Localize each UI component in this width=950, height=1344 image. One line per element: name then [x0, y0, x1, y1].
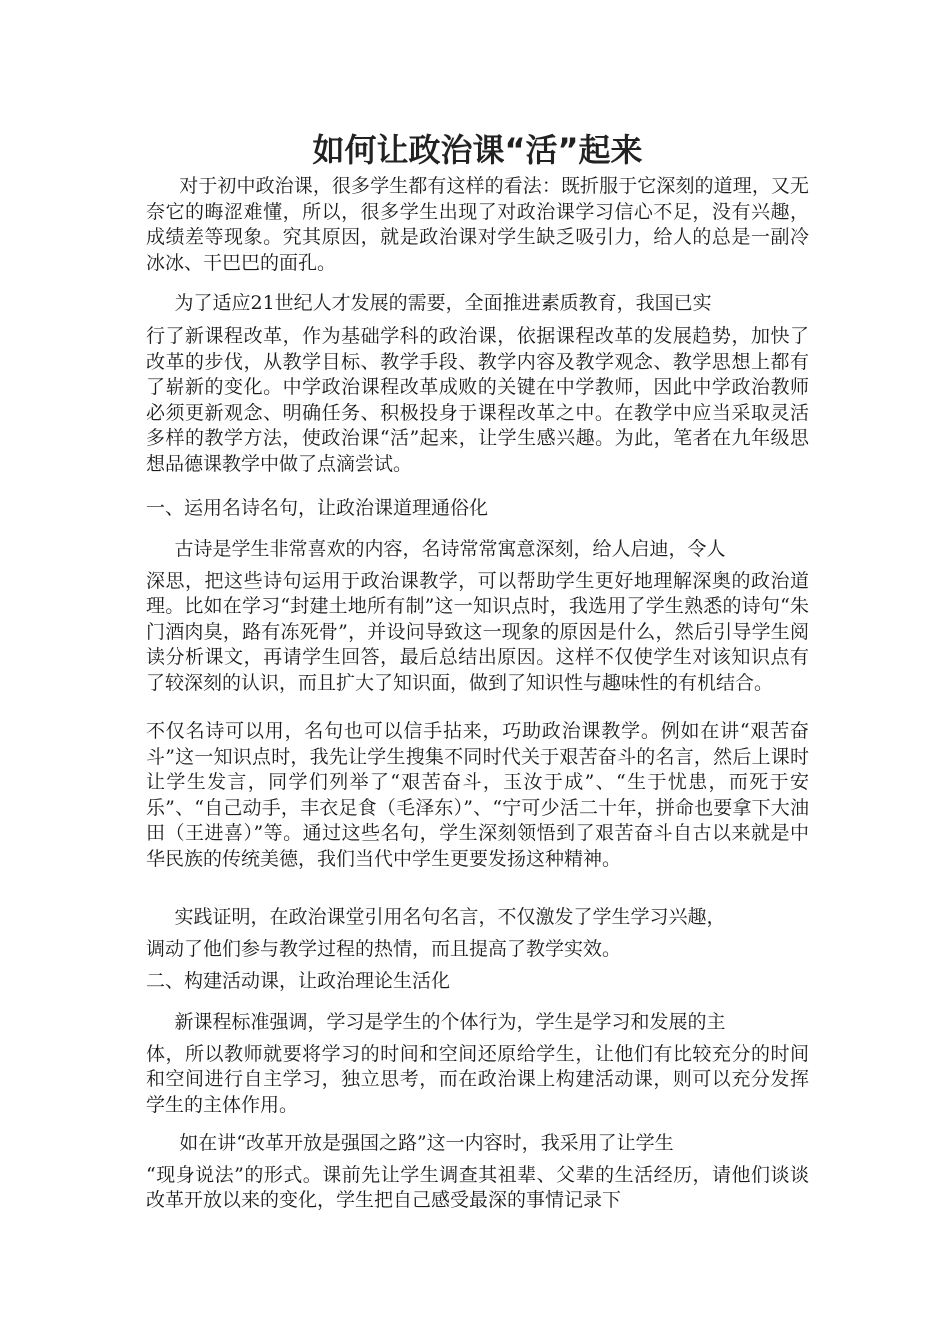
paragraph-section-1-c	[146, 905, 809, 962]
section-heading-1: 一、运用名诗名句，让政治课道理通俗化	[146, 497, 489, 519]
paragraph-section-2-b-first-line: 如在讲“改革开放是强国之路”这一内容时，我采用了让学生	[179, 1132, 674, 1154]
paragraph-section-2-b	[146, 1131, 809, 1214]
paragraph-section-1-a-rest: 深思，把这些诗句运用于政治课教学，可以帮助学生更好地理解深奥的政治道理。比如在学习“封建土地所有制”这一知识点时，我选用了学生熟悉的诗句“朱门酒肉臭，路有冻死骨”，并设问导致这一现象的原因是什么，然后引导学生阅读分析课文，再请学生回答，最后总结出原因。这样不仅使学生对该知识点有了较深刻的认识，而且扩大了知识面，做到了知识性与趣味性的有机结合。	[146, 569, 809, 694]
paragraph-section-2-a	[146, 1010, 809, 1118]
paragraph-intro-2-first-line: 为了适应21世纪人才发展的需要，全面推进素质教育，我国已实	[174, 292, 712, 314]
paragraph-intro-1: 对于初中政治课，很多学生都有这样的看法：既折服于它深刻的道理，又无奈它的晦涩难懂，所以，很多学生出现了对政治课学习信心不足，没有兴趣，成绩差等现象。究其原因，就是政治课对学生缺乏吸引力，给人的总是一副冷冰冰、干巴巴的面孔。	[146, 175, 809, 274]
section-heading-2: 二、构建活动课，让政治理论生活化	[146, 970, 451, 992]
paragraph-section-1-c-first-line: 实践证明，在政治课堂引用名句名言，不仅激发了学生学习兴趣，	[174, 906, 726, 928]
paragraph-section-1-a-first-line: 古诗是学生非常喜欢的内容，名诗常常寓意深刻，给人启迪，令人	[174, 538, 726, 560]
paragraph-section-1-c-rest: 调动了他们参与教学过程的热情，而且提高了教学实效。	[146, 937, 622, 960]
paragraph-section-1-b: 不仅名诗可以用，名句也可以信手拈来，巧助政治课教学。例如在讲“艰苦奋斗”这一知识点时，我先让学生搜集不同时代关于艰苦奋斗的名言，然后上课时让学生发言，同学们列举了“艰苦奋斗，玉汝于成”、“生于忧患，而死于安乐”、“自己动手，丰衣足食（毛泽东）”、“宁可少活二十年，拼命也要拿下大油田（王进喜）”等。通过这些名句，学生深刻领悟到了艰苦奋斗自古以来就是中华民族的传统美德，我们当代中学生更要发扬这种精神。	[146, 720, 809, 870]
paragraph-intro-2	[146, 289, 809, 477]
paragraph-section-1-a	[146, 537, 809, 696]
paragraph-section-2-b-rest: “现身说法”的形式。课前先让学生调查其祖辈、父辈的生活经历，请他们谈谈改革开放以来的变化，学生把自己感受最深的事情记录下	[146, 1163, 809, 1211]
paragraph-section-2-a-first-line: 新课程标准强调，学习是学生的个体行为，学生是学习和发展的主	[174, 1011, 726, 1033]
document-title: 如何让政治课“活”起来	[312, 131, 643, 169]
paragraph-intro-2-rest: 行了新课程改革，作为基础学科的政治课，依据课程改革的发展趋势，加快了改革的步伐，从教学目标、教学手段、教学内容及教学观念、教学思想上都有了崭新的变化。中学政治课程改革成败的关键在中学教师，因此中学政治教师必须更新观念、明确任务、积极投身于课程改革之中。在教学中应当采取灵活多样的教学方法，使政治课“活”起来，让学生感兴趣。为此，笔者在九年级思想品德课教学中做了点滴尝试。	[146, 325, 809, 475]
paragraph-section-2-a-rest: 体，所以教师就要将学习的时间和空间还原给学生，让他们有比较充分的时间和空间进行自主学习，独立思考，而在政治课上构建活动课，则可以充分发挥学生的主体作用。	[146, 1042, 809, 1116]
